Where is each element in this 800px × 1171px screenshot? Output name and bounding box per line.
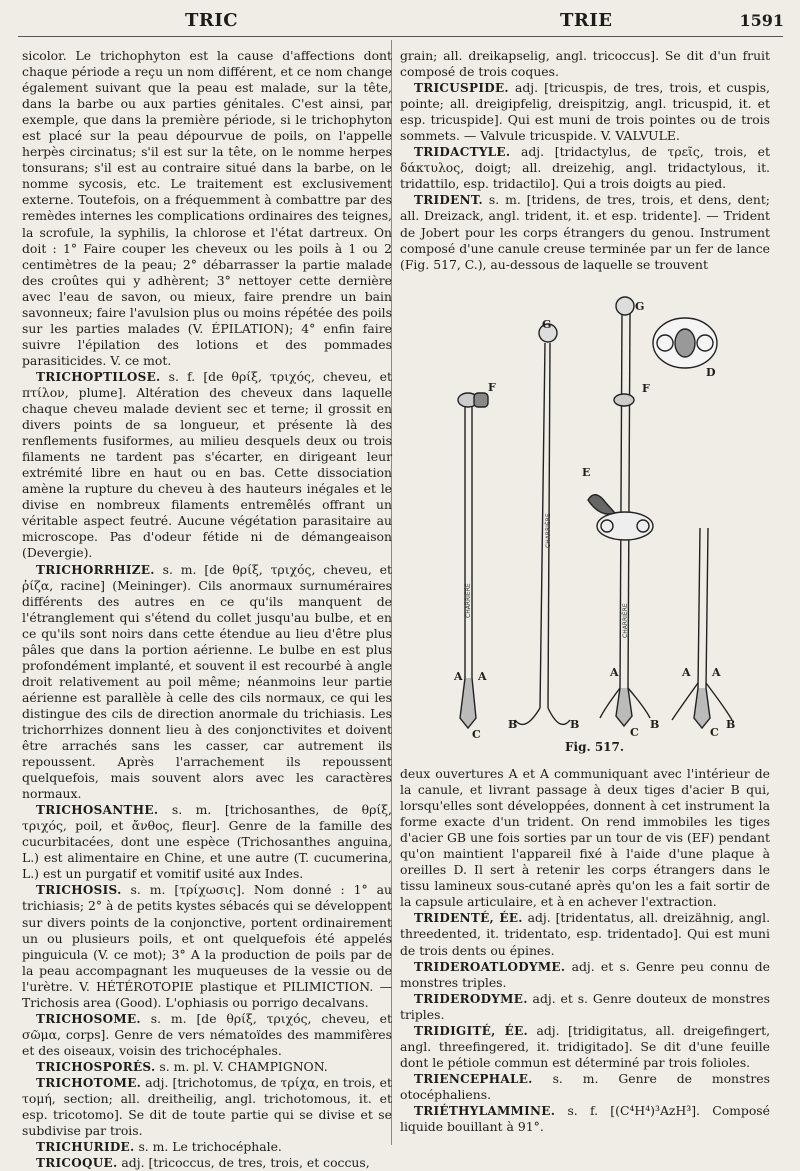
instrument-1-screw	[474, 393, 488, 407]
entry-text: s. m. Genre de monstres otocéphaliens.	[400, 1070, 770, 1102]
dictionary-entry	[22, 369, 392, 562]
dictionary-entry	[400, 1071, 770, 1103]
entry-headword: TRICHORRHIZE.	[36, 562, 155, 577]
entry-text: adj. [tridactylus, de τρεῖς, trois, et δάκτυλος, doigt; all. dreizehig, angl. tridactylous, it. tridattilo, esp. tridactilo]. Qui a trois doigts au pied.	[400, 144, 770, 192]
left-column	[22, 48, 392, 1171]
entry-headword: TRICHURIDE.	[36, 1140, 135, 1155]
running-head-right: TRIE	[560, 10, 613, 31]
dictionary-entry	[400, 959, 770, 991]
figure-caption: Fig. 517.	[565, 740, 625, 754]
entry-headword: TRICOQUE.	[36, 1156, 118, 1171]
figure-label-a: A	[454, 670, 463, 683]
figure-label-f: F	[488, 381, 496, 394]
instrument-3-screw-e	[588, 495, 615, 514]
entry-headword: TRICHOSPORÉS.	[36, 1059, 156, 1074]
figure-label-g: G	[542, 318, 552, 331]
entry-text: adj. [tridigitatus, all. dreigefingert, angl. threefingered, it. tridigitado]. Se dit d'une feuille dont le pétiole commun est déterminé par trois folioles.	[400, 1022, 771, 1070]
entry-headword: TRIDERODYME.	[414, 991, 528, 1006]
entry-headword: TRICHOSANTHE.	[36, 803, 159, 818]
figure-label-a: A	[682, 666, 691, 679]
instrument-2-tip-left	[515, 708, 540, 724]
dictionary-entry	[400, 766, 770, 910]
entry-text: s. m. pl. V. CHAMPIGNON.	[155, 1058, 328, 1074]
figure-label-a: A	[478, 670, 487, 683]
figure-label-b: B	[508, 718, 518, 731]
maker-mark: CHARRIÈRE	[622, 603, 629, 638]
entry-text: sicolor. Le trichophyton est la cause d'affections dont chaque période a reçu un nom différent, et ce nom change également suivant que la peau est malade, sur la tête, dans la barbe ou aux parties génitales. C'est ainsi, par exemple, que dans la première période, si le trichophyton est placé sur la peau dépourvue de poils, on l'appelle herpès circinatus; s'il est sur la tête, on le nomme herpes tonsurans; s'il est au contraire situé dans la barbe, on le nomme sycosis, etc. Le traitement est exclusivement externe. Toutefois, on a fréquemment à combattre par des remèdes internes les complications ordinaires des teignes, la scrofule, la syphilis, la chlorose et l'état dartreux. On doit : 1° Faire couper les cheveux ou les poils à 1 ou 2 centimètres de la peau; 2° débarrasser la partie malade des croûtes qui y adhèrent; 3° nettoyer cette dernière avec l'eau de savon, ou mieux, faire prendre un bain savonneux; faire l'avulsion plus ou moins répétée des poils sur les parties malades (V. ÉPILATION); 4° enfin faire suivre l'épilation des lotions et des pommades parasiticides. V. ce mot.	[22, 48, 392, 368]
dictionary-entry	[22, 802, 392, 882]
header-rule	[18, 36, 783, 37]
entry-text: s. m. Le trichocéphale.	[134, 1139, 282, 1155]
entry-headword: TRIDENT.	[414, 193, 483, 208]
entry-headword: TRICHOSOME.	[36, 1011, 141, 1026]
figure-label-b: B	[570, 718, 580, 731]
entry-text: s. f. [(C⁴H⁴)³AzH³]. Composé liquide bouillant à 91°.	[400, 1102, 770, 1135]
entry-headword: TRIDENTÉ, ÉE.	[414, 911, 523, 926]
instrument-3-plate	[597, 512, 653, 540]
dictionary-entry	[22, 1011, 392, 1059]
figure-label-c: C	[630, 726, 639, 739]
dictionary-entry	[400, 910, 770, 958]
figure-label-b: B	[650, 718, 660, 731]
dictionary-entry	[400, 48, 770, 80]
entry-headword: TRICHOTOME.	[36, 1076, 142, 1090]
entry-text: s. m. [de θρίξ, τριχός, cheveu, et ῥίζα, racine] (Meininger). Cils anormaux surnuméraires différents des autres en ce qu'ils manquent de l'étranglement qui s'étend du collet jusqu'au bulbe, et en ce qu'ils sont noirs dans cette étendue au lieu d'être plus pâles que dans la portion aérienne. Le bulbe en est plus profondément implanté, et souvent il est recourbé à angle droit relativement au poil même; néanmoins leur partie aérienne est parallèle à celle des cils normaux, ce qui les distingue des cils de direction anormale du trichiasis. Les trichorrhizes donnent lieu à des conjonctivites et doivent être arrachés sans les casser, car autrement ils repoussent. Après l'arrachement ils repoussent quelquefois, mais souvent alors avec les caractères normaux.	[22, 561, 392, 802]
figure-label-g: G	[635, 300, 645, 313]
dictionary-entry	[22, 882, 392, 1010]
dictionary-entry	[400, 144, 770, 192]
right-column-bottom	[400, 766, 770, 1135]
entry-text: adj. et s. Genre douteux de monstres triples.	[400, 990, 770, 1022]
entry-text: s. m. [de θρίξ, τριχός, cheveu, et σῶμα, corps]. Genre de vers nématoïdes des mammifères et des oiseaux, voisin des trichocéphales.	[22, 1010, 392, 1058]
entry-text: s. f. [de θρίξ, τριχός, cheveu, et πτίλον, plume]. Altération des cheveux dans laquelle chaque cheveu malade devient sec et terne; il grossit en divers points de sa longueur, et présente là des renflements fusiformes, au milieu desquels deux ou trois filaments ne tardent pas s'écarter, en dirigeant leur extrémité libre en haut ou en bas. Cette dissociation amène la rupture du cheveu à des hauteurs inégales et le divise en nombreux filaments entremêlés offrant un véritable aspect feutré. Aucune végétation parasitaire au microscope. Pas d'odeur fétide ni de démangeaison (Devergie).	[22, 368, 392, 561]
entry-text: adj. et s. Genre peu connu de monstres triples.	[400, 958, 770, 990]
entry-headword: TRIENCEPHALE.	[414, 1071, 533, 1086]
running-head-left: TRIC	[185, 10, 239, 31]
dictionary-entry	[22, 1139, 392, 1155]
entry-headword: TRICUSPIDE.	[414, 81, 509, 96]
figure-label-f: F	[642, 382, 650, 395]
figure-label-d: D	[706, 366, 716, 379]
dictionary-entry	[22, 1059, 392, 1075]
entry-headword: TRIDIGITÉ, ÉE.	[414, 1023, 529, 1038]
right-column-top	[400, 48, 770, 273]
entry-headword: TRIDEROATLODYME.	[414, 959, 566, 974]
dictionary-entry	[22, 1075, 392, 1139]
dictionary-entry	[400, 1023, 770, 1071]
figure-label-b: B	[726, 718, 736, 731]
figure-label-c: C	[710, 726, 719, 739]
dictionary-entry	[400, 1103, 770, 1135]
entry-text: grain; all. dreikapselig, angl. tricoccus]. Se dit d'un fruit composé de trois coques.	[400, 48, 770, 80]
entry-headword: TRIÉTHYLAMMINE.	[414, 1103, 556, 1118]
entry-text: adj. [tridentatus, all. dreizähnig, angl. threedented, it. tridentato, esp. tridentado]. Qui est muni de trois dents ou épines.	[400, 910, 771, 958]
dictionary-entry	[22, 48, 392, 369]
figure-517-trident-of-jobert	[410, 288, 770, 758]
entry-text: adj. [tricoccus, de tres, trois, et coccus,	[117, 1155, 370, 1171]
page-number: 1591	[739, 11, 784, 30]
dictionary-entry	[22, 562, 392, 803]
instrument-3-ring	[616, 297, 634, 315]
figure-label-c: C	[472, 728, 481, 741]
entry-text: adj. [trichotomus, de τρίχα, en trois, et τομή, section; all. dreitheilig, angl. trichotomous, it. et esp. tricotomo]. Se dit de toute partie qui se divise et se subdivise par trois.	[22, 1075, 392, 1139]
figure-label-a: A	[712, 666, 721, 679]
dictionary-entry	[400, 80, 770, 144]
dictionary-entry	[400, 991, 770, 1023]
entry-text: deux ouvertures A et A communiquant avec l'intérieur de la canule, et livrant passage à deux tiges d'acier B qui, lorsqu'elles sont développées, donnent à cet instrument la forme exacte d'un trident. On rend immobiles les tiges d'acier GB une fois sorties par un tour de vis (EF) pendant qu'on maintient l'appareil fixé à l'aide d'une plaque à oreilles D. Il sert à retenir les corps étrangers dans le tissu lamineux sous-cutané après qu'on les a fait sortir de la capsule articulaire, et à en achever l'extraction.	[400, 766, 770, 910]
entry-text: adj. [tricuspis, de tres, trois, et cuspis, pointe; all. dreigipfelig, dreispitzig, angl. tricuspid, it. et esp. tricuspide]. Qui est muni de trois pointes ou de trois sommets. — Valvule tricuspide. V. VALVULE.	[400, 80, 770, 144]
entry-text: s. m. [τρίχωσις]. Nom donné : 1° au trichiasis; 2° à de petits kystes sébacés qui se développent sur divers points de la conjonctive, portent ordinairement un ou plusieurs poils, et ont quelquefois été appelés pinguicula (V. ce mot); 3° A la production de poils par de la peau accompagnant les muqueuses de la vessie ou de l'urètre. V. HÉTÉROTOPIE plastique et PILIMICTION. — Trichosis area (Good). L'ophiasis ou porrigo decalvans.	[22, 882, 392, 1010]
figure-label-a: A	[610, 666, 619, 679]
entry-headword: TRICHOSIS.	[36, 883, 122, 898]
entry-headword: TRICHOPTILOSE.	[36, 369, 161, 384]
maker-mark: CHARRIÈRE	[465, 583, 472, 618]
figure-label-e: E	[582, 466, 591, 479]
dictionary-entry	[22, 1155, 392, 1171]
entry-text: s. m. [trichosanthes, de θρίξ, τριχός, poil, et ἄνθος, fleur]. Genre de la famille des cucurbitacées, dont une espèce (Trichosanthes anguina, L.) est alimentaire en Chine, et une autre (T. cucumerina, L.) est un purgatif et vomitif usité aux Indes.	[22, 802, 392, 882]
entry-text: s. m. [tridens, de tres, trois, et dens, dent; all. Dreizack, angl. trident, it. et esp. tridente]. — Trident de Jobert pour les corps étrangers du genou. Instrument composé d'une canule creuse terminée par un fer de lance (Fig. 517, C.), au-dessous de laquelle se trouvent	[400, 192, 770, 272]
dictionary-entry	[400, 192, 770, 272]
instrument-1-tip	[460, 678, 476, 728]
entry-headword: TRIDACTYLE.	[414, 145, 511, 160]
maker-mark: CHARRIÈRE	[545, 513, 552, 548]
